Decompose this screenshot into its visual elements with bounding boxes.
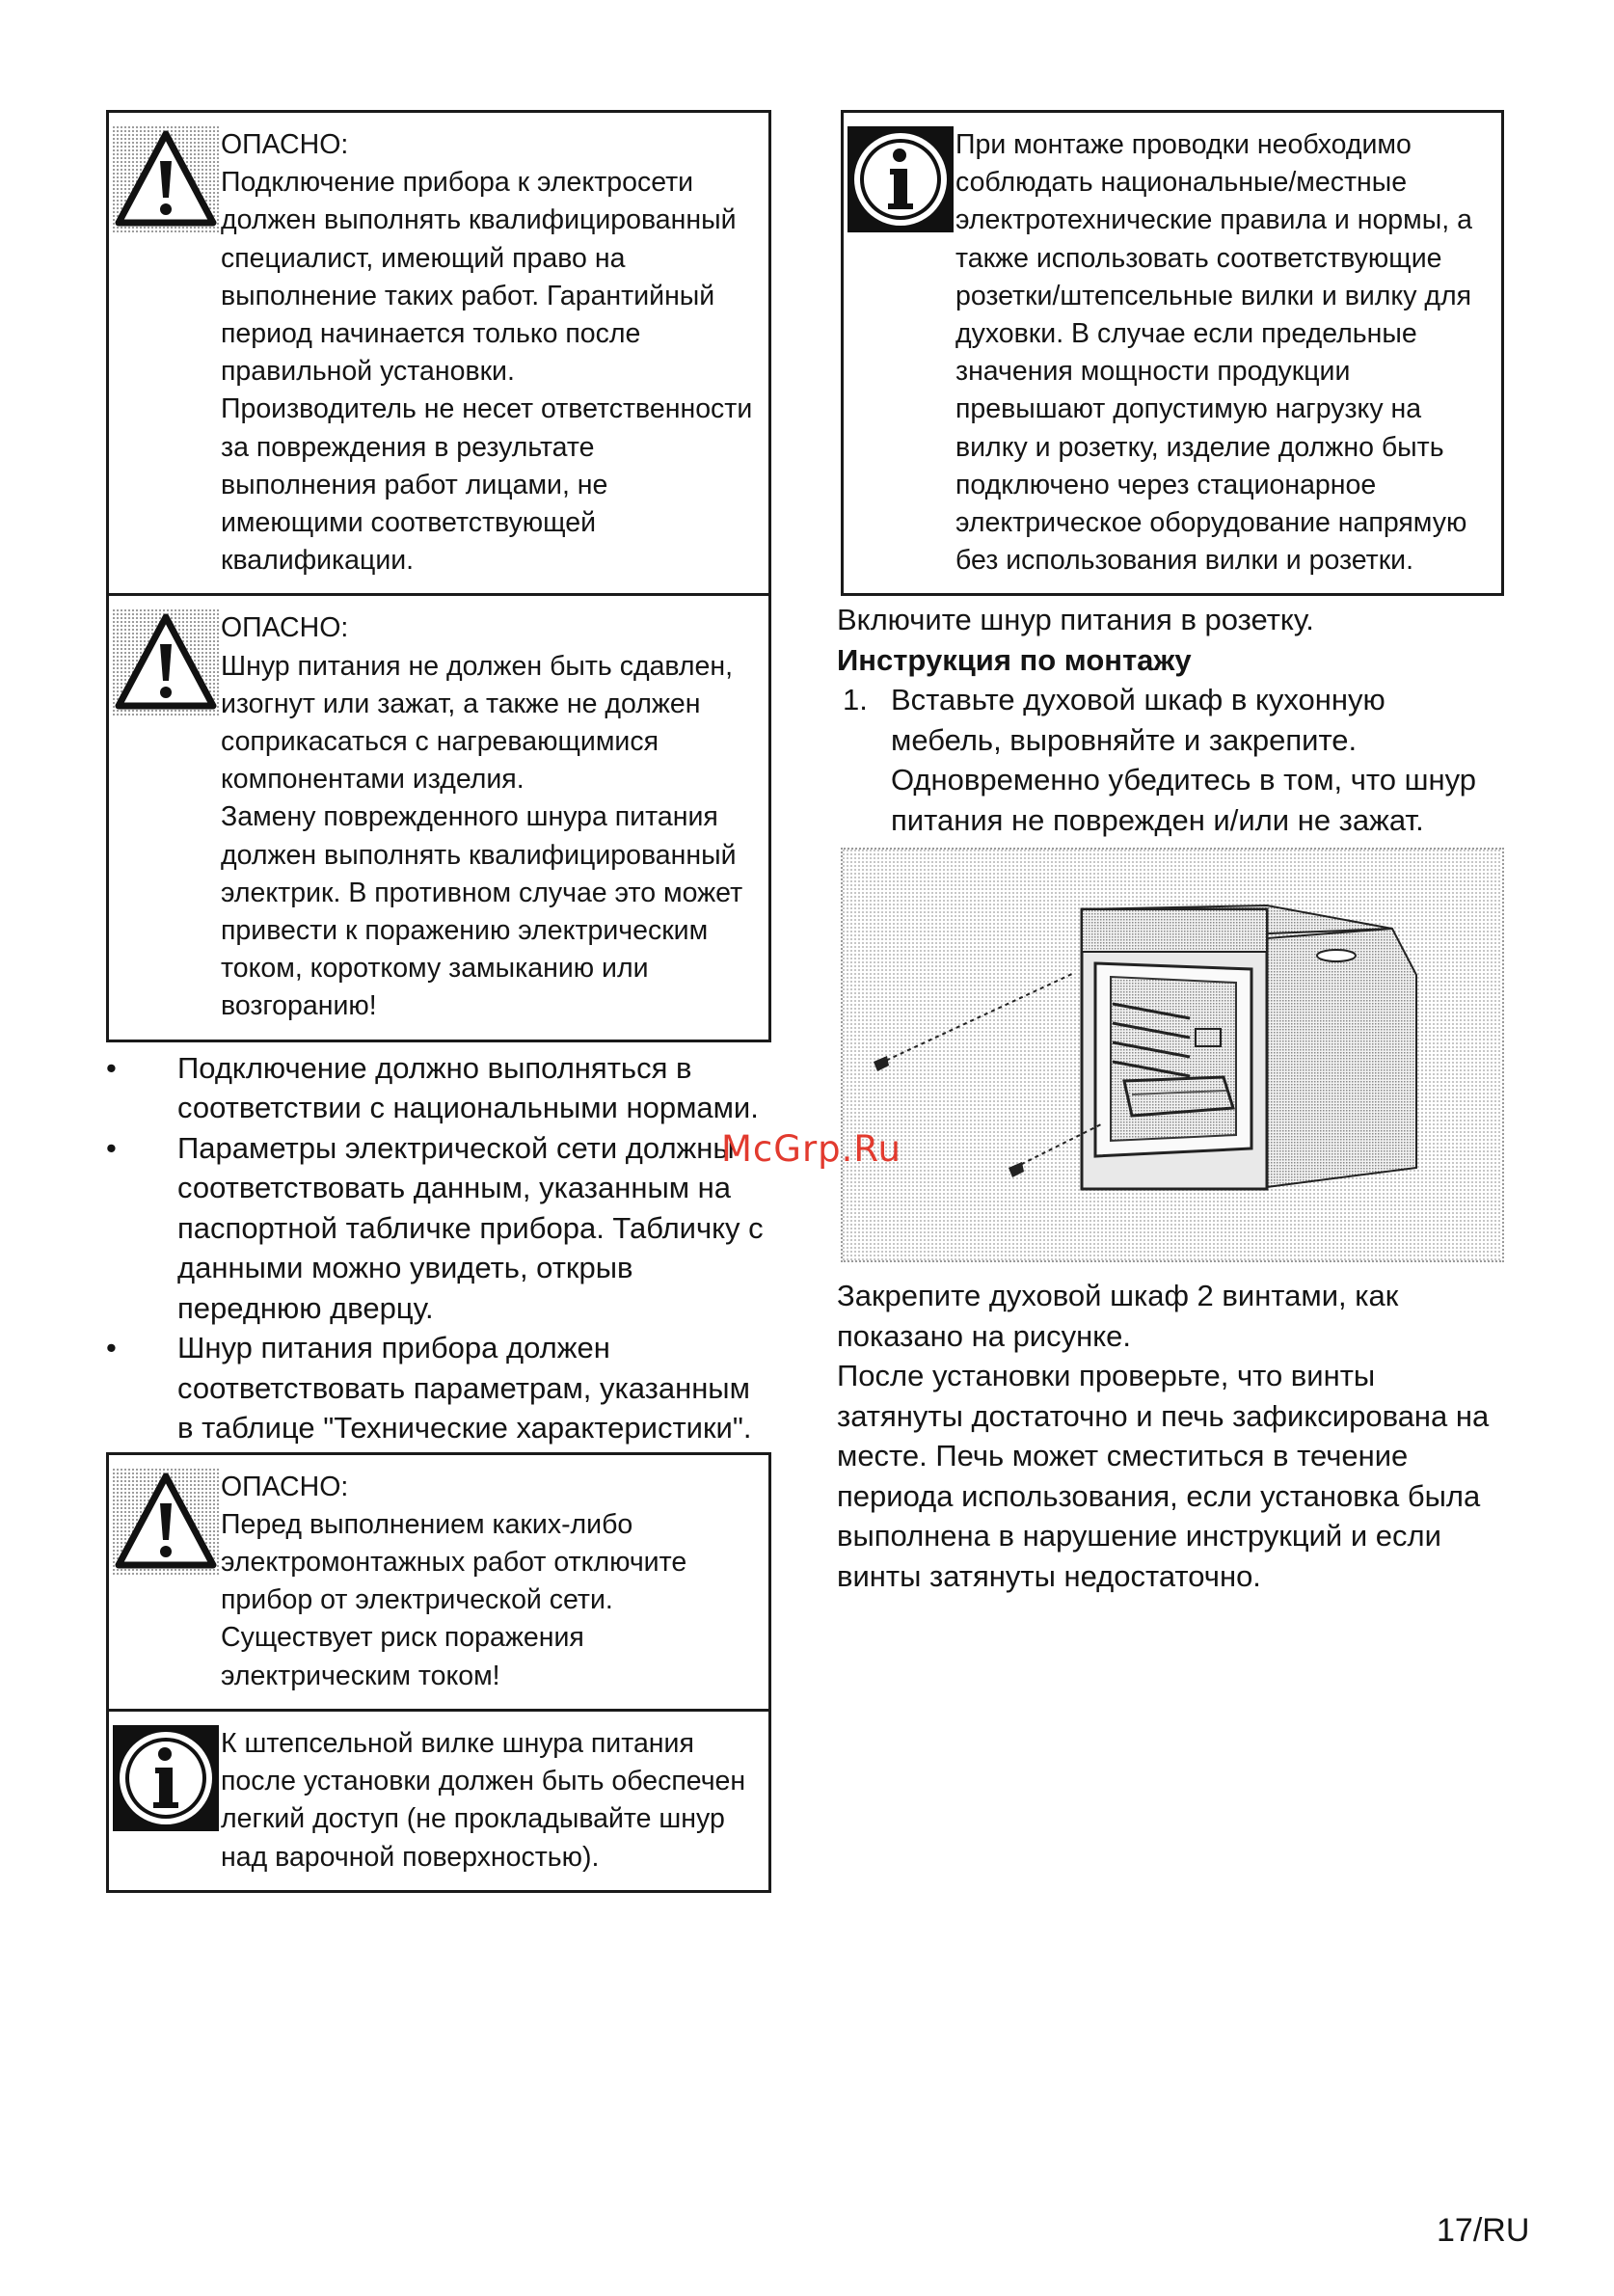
warning-text: Существует риск поражения электрическим током! xyxy=(221,1622,584,1691)
warning-text: Перед выполнением каких-либо электромонтажных работ отключите прибор от электрической сети. xyxy=(221,1508,687,1616)
warning-triangle-icon xyxy=(113,126,219,232)
fix-screws-text: Закрепите духовой шкаф 2 винтами, как показано на рисунке. xyxy=(837,1279,1399,1353)
list-item-text: Подключение должно выполняться в соответствии с национальными нормами. xyxy=(177,1050,759,1125)
list-item-text: Шнур питания прибора должен соответствовать параметрам, указанным в таблице "Технические характеристики". xyxy=(177,1331,752,1445)
step-number: 1. xyxy=(843,683,868,717)
warning-text: Шнур питания не должен быть сдавлен, изогнут или зажат, а также не должен соприкасаться с нагревающимися компонентами изделия. xyxy=(221,650,734,796)
list-item xyxy=(837,680,1504,840)
info-text: При монтаже проводки необходимо соблюдать национальные/местные электротехнические правила и нормы, а также использовать соответствующие розетки/штепсельные вилки и вилку для духовки. В случае если предельные значения мощности продукции превышают допустимую нагрузку на вилку и розетку, изделие должно быть подключено через стационарное электрическое оборудование напрямую без использования вилки и розетки. xyxy=(955,129,1472,577)
step-text: Вставьте духовой шкаф в кухонную мебель, выровняйте и закрепите. Одновременно убедитесь в том, что шнур питания не поврежден и/или не зажат. xyxy=(891,683,1476,837)
warning-triangle-icon xyxy=(113,1469,219,1575)
list-item-text: Параметры электрической сети должны соответствовать данным, указанным на паспортной табличке прибора. Табличку с данными можно увидеть, открыв переднюю дверцу. xyxy=(177,1130,764,1325)
info-icon xyxy=(847,126,954,232)
info-icon xyxy=(113,1725,219,1831)
info-text: К штепсельной вилке шнура питания после установки должен быть обеспечен легкий доступ (не прокладывайте шнур над варочной поверхностью). xyxy=(221,1727,746,1873)
list-item xyxy=(106,1128,771,1329)
after-install-text: После установки проверьте, что винты затянуты достаточно и печь зафиксирована на месте. Печь может сместиться в течение периода использования, если установка была выполнена в нарушение инструкций и если винты затянуты недостаточно. xyxy=(837,1359,1490,1593)
bullet-icon: • xyxy=(106,1331,117,1365)
left-column xyxy=(106,110,771,1893)
install-steps xyxy=(837,680,1504,840)
warning-box-3 xyxy=(106,1452,771,1712)
info-box-plug xyxy=(106,1712,771,1893)
oven-installation-illustration xyxy=(841,848,1504,1262)
info-box-wiring xyxy=(841,110,1504,596)
watermark: McGrp.Ru xyxy=(721,1128,901,1170)
warning-box-1 xyxy=(106,110,771,596)
install-heading: Инструкция по монтажу xyxy=(837,642,1192,677)
warning-triangle-icon xyxy=(113,609,219,716)
bullet-icon: • xyxy=(106,1130,117,1165)
warning-title: ОПАСНО: xyxy=(221,1471,349,1502)
list-item xyxy=(106,1328,771,1448)
bullet-icon: • xyxy=(106,1050,117,1085)
warning-box-2 xyxy=(106,596,771,1041)
plug-in-text: Включите шнур питания в розетку. xyxy=(837,603,1314,637)
requirements-list xyxy=(106,1048,771,1448)
warning-text: Подключение прибора к электросети должен выполнять квалифицированный специалист, имеющий право на выполнение таких работ. Гарантийный период начинается только после правильной установки. xyxy=(221,167,737,388)
warning-title: ОПАСНО: xyxy=(221,612,349,644)
warning-text: Замену поврежденного шнура питания должен выполнять квалифицированный электрик. В противном случае это может привести к поражению электрическим током, короткому замыканию или возгоранию! xyxy=(221,801,743,1022)
right-column xyxy=(837,110,1504,1596)
list-item xyxy=(106,1048,771,1128)
warning-text: Производитель не несет ответственности за повреждения в результате выполнения работ лицами, не имеющими соответствующей квалификации. xyxy=(221,393,753,577)
page-number: 17/RU xyxy=(1437,2212,1530,2249)
warning-title: ОПАСНО: xyxy=(221,129,349,160)
